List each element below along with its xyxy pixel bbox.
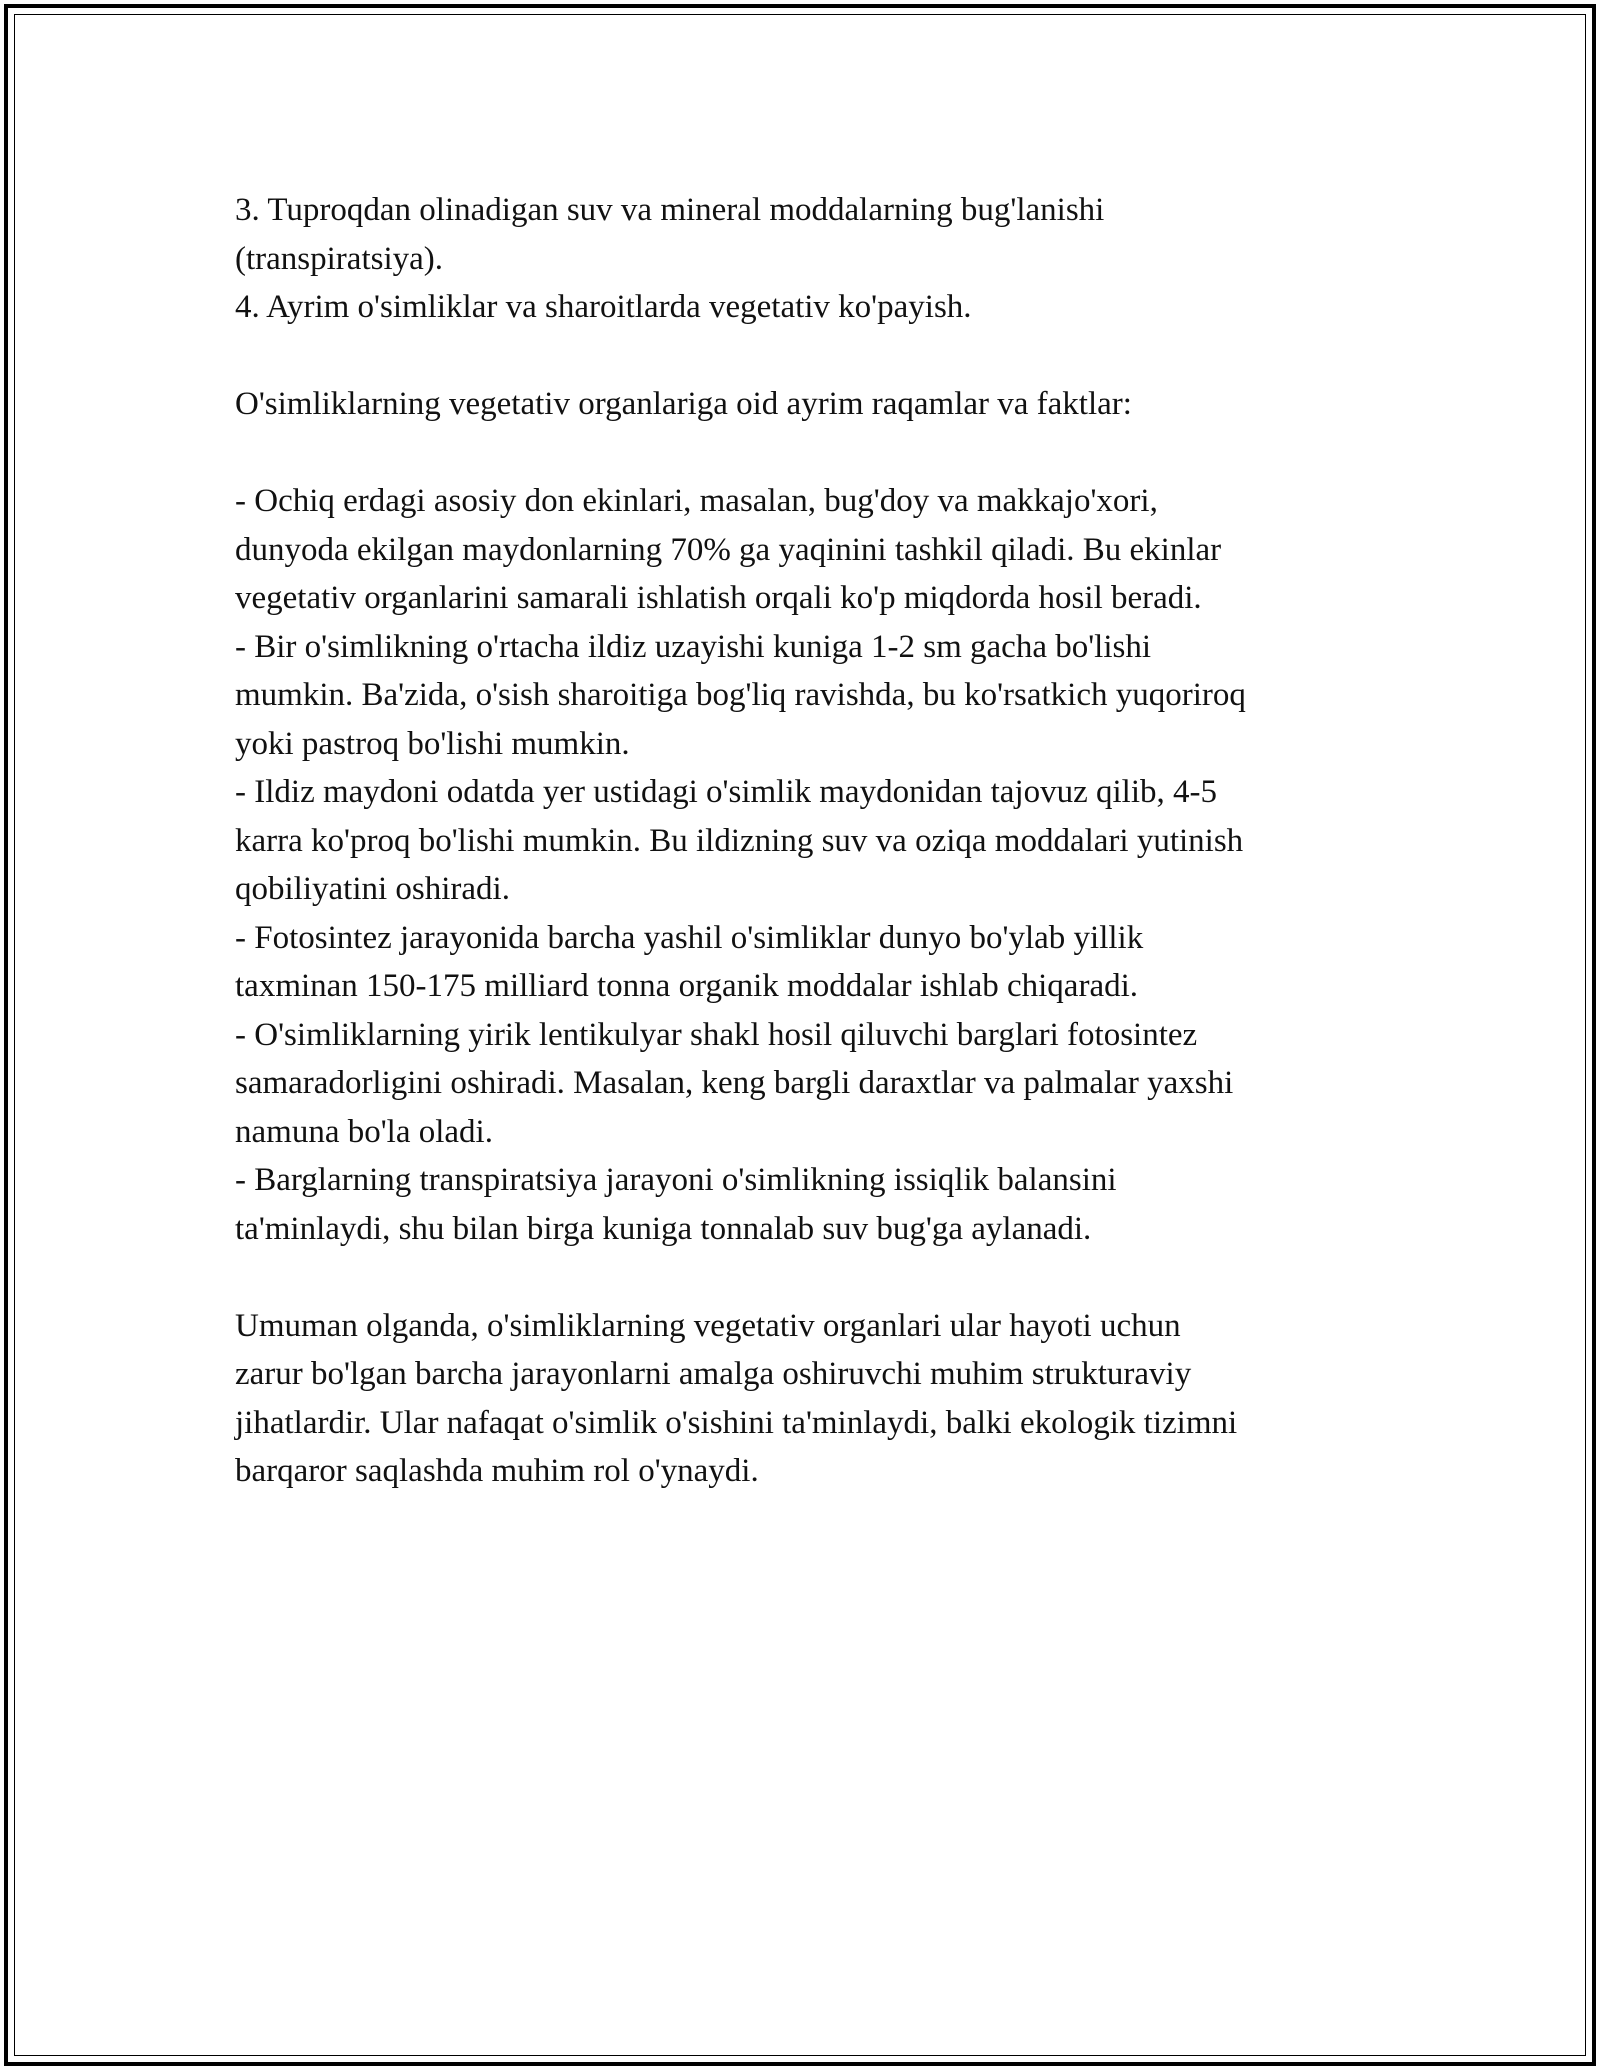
document-body bbox=[235, 186, 1395, 1496]
text-line: jihatlardir. Ular nafaqat o'simlik o'sishini ta'minlaydi, balki ekologik tizimni bbox=[235, 1404, 1238, 1441]
text-line: - Barglarning transpiratsiya jarayoni o'simlikning issiqlik balansini bbox=[235, 1162, 1117, 1198]
text-line: taxminan 150-175 milliard tonna organik moddalar ishlab chiqaradi. bbox=[235, 968, 1139, 1004]
text-line: - O'simliklarning yirik lentikulyar shakl hosil qiluvchi barglari fotosintez bbox=[235, 1016, 1198, 1053]
text-line: 4. Ayrim o'simliklar va sharoitlarda vegetativ ko'payish. bbox=[235, 289, 972, 325]
text-line: dunyoda ekilgan maydonlarning 70% ga yaqinini tashkil qiladi. Bu ekinlar bbox=[235, 531, 1222, 568]
text-line: 3. Tuproqdan olinadigan suv va mineral moddalarning bug'lanishi bbox=[235, 192, 1105, 228]
text-line: - Ochiq erdagi asosiy don ekinlari, masalan, bug'doy va makkajo'xori, bbox=[235, 483, 1158, 519]
section-heading: O'simliklarning vegetativ organlariga oid ayrim raqamlar va faktlar: bbox=[235, 386, 1132, 422]
text-line: yoki pastroq bo'lishi mumkin. bbox=[235, 725, 630, 762]
blank-line bbox=[235, 1253, 1395, 1302]
text-line: ta'minlaydi, shu bilan birga kuniga tonnalab suv bug'ga aylanadi. bbox=[235, 1210, 1092, 1247]
text-line: - Ildiz maydoni odatda yer ustidagi o'simlik maydonidan tajovuz qilib, 4-5 bbox=[235, 774, 1218, 810]
text-line: samaradorligini oshiradi. Masalan, keng bargli daraxtlar va palmalar yaxshi bbox=[235, 1065, 1234, 1101]
text-line: zarur bo'lgan barcha jarayonlarni amalga oshiruvchi muhim strukturaviy bbox=[235, 1356, 1192, 1392]
text-line: Umuman olganda, o'simliklarning vegetativ organlari ular hayoti uchun bbox=[235, 1307, 1181, 1344]
blank-line bbox=[235, 429, 1395, 478]
text-line: qobiliyatini oshiradi. bbox=[235, 871, 510, 907]
text-line: karra ko'proq bo'lishi mumkin. Bu ildizning suv va oziqa moddalari yutinish bbox=[235, 822, 1244, 859]
text-line: - Bir o'simlikning o'rtacha ildiz uzayishi kuniga 1-2 sm gacha bo'lishi bbox=[235, 628, 1152, 665]
text-line: mumkin. Ba'zida, o'sish sharoitiga bog'liq ravishda, bu ko'rsatkich yuqoriroq bbox=[235, 677, 1246, 713]
text-line: (transpiratsiya). bbox=[235, 240, 444, 277]
text-line: namuna bo'la oladi. bbox=[235, 1113, 493, 1150]
text-line: vegetativ organlarini samarali ishlatish orqali ko'p miqdorda hosil beradi. bbox=[235, 580, 1202, 616]
text-line: barqaror saqlashda muhim rol o'ynaydi. bbox=[235, 1453, 759, 1489]
blank-line bbox=[235, 332, 1395, 381]
text-line: - Fotosintez jarayonida barcha yashil o'simliklar dunyo bo'ylab yillik bbox=[235, 919, 1144, 956]
